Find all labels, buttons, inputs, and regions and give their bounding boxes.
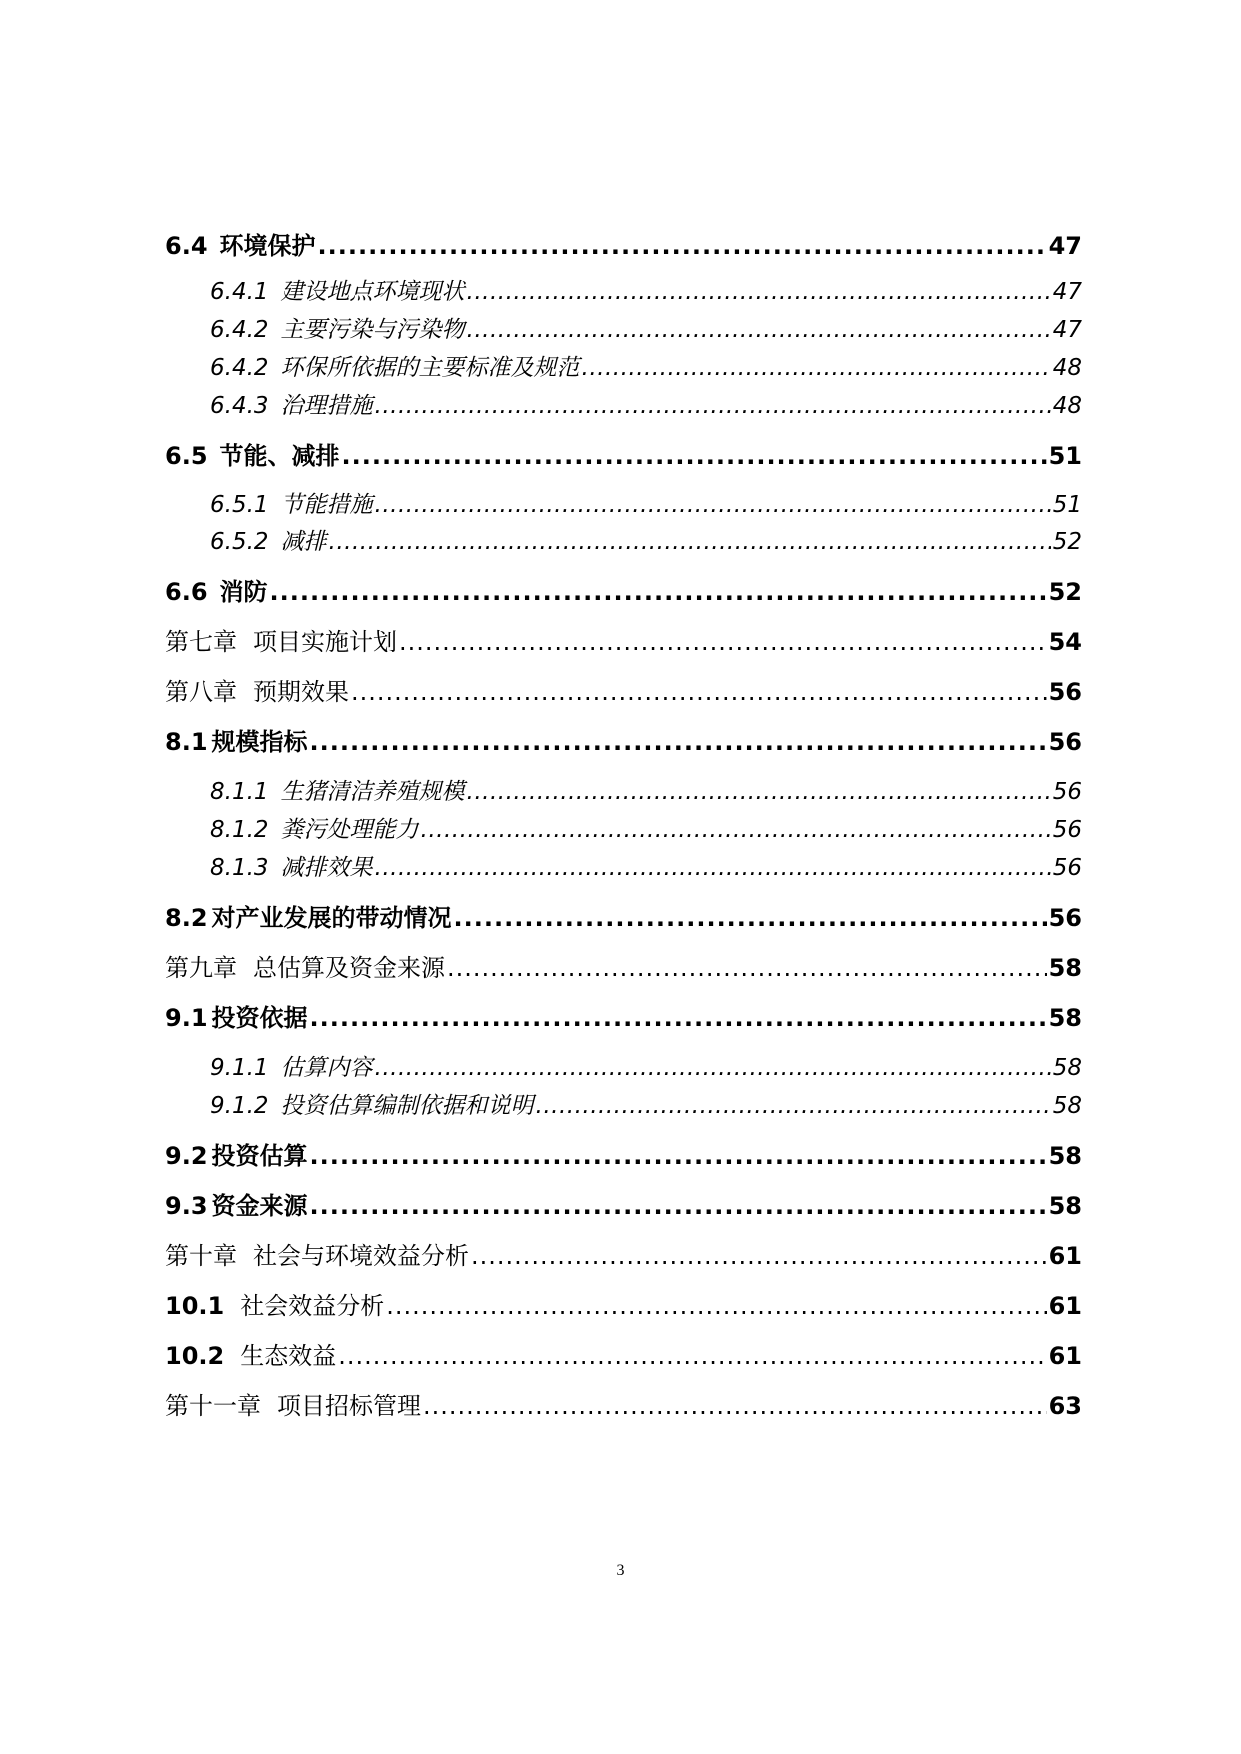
toc-page-number: 56	[1052, 779, 1082, 805]
toc-entry-chapter-10[interactable]	[165, 1236, 1082, 1271]
toc-entry-8-1[interactable]	[165, 722, 1082, 757]
toc-entry-title: 环保所依据的主要标准及规范	[280, 355, 580, 381]
toc-entry-title: 社会效益分析	[240, 1292, 385, 1320]
toc-entry-6-4-2-standards[interactable]	[210, 349, 1082, 382]
toc-entry-title: 消防	[219, 578, 268, 606]
dot-leader	[467, 279, 1051, 305]
dot-leader	[399, 628, 1047, 656]
toc-entry-number: 9.3	[165, 1192, 208, 1220]
toc-page-number: 48	[1052, 355, 1082, 381]
toc-entry-number: 9.1.2	[210, 1093, 269, 1119]
toc-entry-title: 估算内容	[280, 1055, 373, 1081]
toc-entry-10-2[interactable]	[165, 1336, 1082, 1371]
toc-page-number: 54	[1048, 628, 1082, 656]
toc-entry-title: 项目招标管理	[277, 1392, 421, 1420]
toc-entry-title: 规模指标	[211, 728, 308, 756]
toc-page-number: 58	[1052, 1055, 1082, 1081]
toc-entry-number: 9.1	[165, 1004, 208, 1032]
dot-leader	[318, 232, 1047, 260]
toc-entry-title: 生态效益	[240, 1342, 337, 1370]
toc-entry-6-4[interactable]	[165, 226, 1082, 261]
toc-entry-6-5[interactable]	[165, 436, 1082, 471]
toc-entry-title: 投资估算	[211, 1142, 308, 1170]
toc-entry-number: 8.1	[165, 728, 208, 756]
toc-entry-number: 第九章	[165, 954, 237, 982]
toc-page-number: 51	[1048, 442, 1082, 470]
toc-entry-chapter-8[interactable]	[165, 672, 1082, 707]
toc-entry-number: 6.6	[165, 578, 208, 606]
toc-page-number: 61	[1048, 1292, 1082, 1320]
toc-entry-title: 预期效果	[253, 678, 349, 706]
toc-entry-title: 减排	[280, 529, 327, 555]
toc-entry-number: 6.4.2	[210, 355, 269, 381]
toc-page-number: 56	[1048, 678, 1082, 706]
toc-entry-number: 第八章	[165, 678, 237, 706]
dot-leader	[375, 1055, 1051, 1081]
dot-leader	[582, 355, 1051, 381]
toc-entry-title: 粪污处理能力	[280, 817, 419, 843]
dot-leader	[471, 1242, 1047, 1270]
toc-entry-title: 节能措施	[280, 492, 373, 518]
toc-entry-title: 投资依据	[211, 1004, 308, 1032]
toc-entry-6-6[interactable]	[165, 572, 1082, 607]
toc-entry-number: 8.1.2	[210, 817, 269, 843]
toc-entry-8-1-2[interactable]	[210, 811, 1082, 844]
toc-entry-9-1-2[interactable]	[210, 1087, 1082, 1120]
toc-entry-number: 8.1.1	[210, 779, 269, 805]
toc-entry-number: 第七章	[165, 628, 237, 656]
dot-leader	[310, 1192, 1047, 1220]
toc-entry-6-5-1[interactable]	[210, 486, 1082, 519]
toc-entry-chapter-11[interactable]	[165, 1386, 1082, 1421]
page-footer-number: 3	[616, 1562, 625, 1579]
toc-page-number: 58	[1048, 1004, 1082, 1032]
toc-entry-9-1[interactable]	[165, 998, 1082, 1033]
toc-page-number: 56	[1048, 728, 1082, 756]
toc-entry-number: 第十一章	[165, 1392, 261, 1420]
toc-page-number: 56	[1052, 855, 1082, 881]
toc-entry-number: 8.1.3	[210, 855, 269, 881]
dot-leader	[454, 904, 1047, 932]
toc-entry-title: 治理措施	[280, 393, 373, 419]
toc-entry-6-5-2[interactable]	[210, 523, 1082, 556]
toc-page-number: 63	[1048, 1392, 1082, 1420]
toc-entry-title: 建设地点环境现状	[280, 279, 465, 305]
toc-page-number: 61	[1048, 1342, 1082, 1370]
dot-leader	[375, 492, 1051, 518]
dot-leader	[467, 779, 1051, 805]
toc-entry-title: 投资估算编制依据和说明	[280, 1093, 534, 1119]
dot-leader	[423, 1392, 1047, 1420]
toc-page-number: 58	[1048, 1192, 1082, 1220]
toc-entry-number: 6.5.2	[210, 529, 269, 555]
toc-entry-number: 10.2	[165, 1342, 225, 1370]
dot-leader	[421, 817, 1051, 843]
toc-entry-6-4-3[interactable]	[210, 387, 1082, 420]
toc-entry-8-1-1[interactable]	[210, 773, 1082, 806]
dot-leader	[375, 855, 1051, 881]
toc-page-number: 56	[1048, 904, 1082, 932]
toc-entry-title: 总估算及资金来源	[253, 954, 445, 982]
toc-entry-number: 6.4.3	[210, 393, 269, 419]
toc-entry-10-1[interactable]	[165, 1286, 1082, 1321]
toc-entry-9-3[interactable]	[165, 1186, 1082, 1221]
toc-entry-number: 6.5.1	[210, 492, 269, 518]
toc-page-number: 47	[1052, 279, 1082, 305]
toc-entry-number: 6.5	[165, 442, 208, 470]
toc-page-number: 58	[1052, 1093, 1082, 1119]
dot-leader	[310, 1142, 1047, 1170]
toc-entry-9-2[interactable]	[165, 1136, 1082, 1171]
toc-entry-number: 9.1.1	[210, 1055, 269, 1081]
dot-leader	[338, 1342, 1046, 1370]
toc-page-number: 47	[1052, 317, 1082, 343]
toc-page-number: 48	[1052, 393, 1082, 419]
toc-entry-number: 6.4	[165, 232, 208, 260]
toc-entry-number: 6.4.2	[210, 317, 269, 343]
dot-leader	[310, 728, 1047, 756]
toc-entry-title: 生猪清洁养殖规模	[280, 779, 465, 805]
toc-entry-title: 主要污染与污染物	[280, 317, 465, 343]
dot-leader	[310, 1004, 1047, 1032]
toc-entry-8-1-3[interactable]	[210, 849, 1082, 882]
toc-entry-number: 第十章	[165, 1242, 237, 1270]
toc-entry-title: 项目实施计划	[253, 628, 397, 656]
toc-page-number: 58	[1048, 1142, 1082, 1170]
toc-entry-9-1-1[interactable]	[210, 1049, 1082, 1082]
toc-entry-chapter-9[interactable]	[165, 948, 1082, 983]
toc-page-number: 56	[1052, 817, 1082, 843]
toc-page-number: 47	[1048, 232, 1082, 260]
dot-leader	[270, 578, 1047, 606]
dot-leader	[386, 1292, 1046, 1320]
toc-entry-title: 对产业发展的带动情况	[211, 904, 452, 932]
dot-leader	[536, 1093, 1051, 1119]
toc-entry-number: 9.2	[165, 1142, 208, 1170]
toc-page-number: 52	[1048, 578, 1082, 606]
toc-entry-chapter-7[interactable]	[165, 622, 1082, 657]
toc-page-number: 61	[1048, 1242, 1082, 1270]
toc-entry-6-4-1[interactable]	[210, 273, 1082, 306]
toc-entry-number: 6.4.1	[210, 279, 269, 305]
toc-entry-title: 资金来源	[211, 1192, 308, 1220]
dot-leader	[447, 954, 1047, 982]
toc-entry-number: 8.2	[165, 904, 208, 932]
toc-entry-title: 节能、减排	[219, 442, 340, 470]
toc-entry-8-2[interactable]	[165, 898, 1082, 933]
dot-leader	[467, 317, 1051, 343]
toc-page-number: 51	[1052, 492, 1082, 518]
toc-entry-6-4-2[interactable]	[210, 311, 1082, 344]
toc-entry-title: 社会与环境效益分析	[253, 1242, 469, 1270]
toc-entry-number: 10.1	[165, 1292, 225, 1320]
dot-leader	[329, 529, 1051, 555]
toc-entry-title: 环境保护	[219, 232, 316, 260]
toc-page-number: 58	[1048, 954, 1082, 982]
dot-leader	[351, 678, 1047, 706]
toc-entry-title: 减排效果	[280, 855, 373, 881]
toc-page-number: 52	[1052, 529, 1082, 555]
dot-leader	[342, 442, 1047, 470]
dot-leader	[375, 393, 1051, 419]
